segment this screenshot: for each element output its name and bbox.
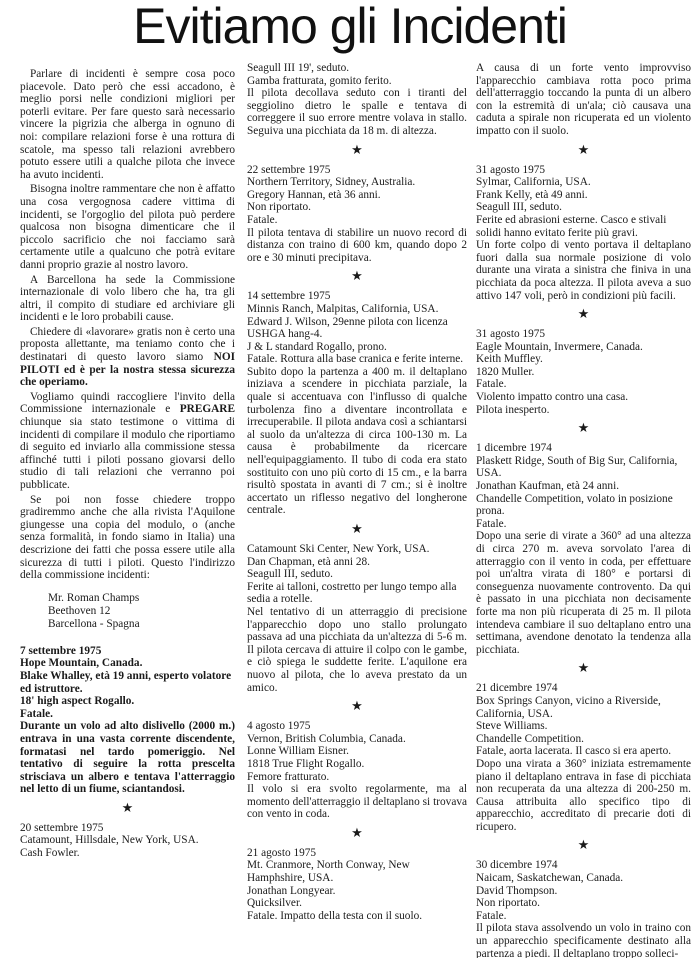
entry-line: Gamba fratturata, gomito ferito.	[247, 74, 392, 87]
address-block	[48, 592, 235, 631]
entry-line: Mt. Cranmore, North Conway, New Hamphshire, USA.	[247, 859, 410, 885]
intro-text: chiunque sia stato testimone o vittima di incidenti di compilare il modulo che riportiamo di seguito ed inviarlo alla commissione stessa affinché tutti i piloti possano giovarsi dello studio di tali relazioni che verranno poi pubblicate.	[20, 416, 235, 491]
entry-line: 4 agosto 1975	[247, 720, 311, 733]
entry-line: Plaskett Ridge, South of Big Sur, California, USA.	[476, 454, 678, 480]
entry-line: Non riportato.	[476, 897, 541, 910]
entry-line: Chandelle Competition.	[476, 732, 584, 745]
address-line: Mr. Roman Champs	[48, 591, 140, 604]
separator-star: ★	[577, 141, 590, 157]
intro-paragraph	[20, 391, 235, 492]
entry-line: Steve Williams.	[476, 720, 548, 733]
entry-line: Seagull III, seduto.	[247, 568, 333, 581]
column-3	[476, 62, 691, 958]
entry-line: Gregory Hannan, età 36 anni.	[247, 188, 381, 201]
entry-line: 21 agosto 1975	[247, 846, 317, 859]
entry-line: Lonne William Eisner.	[247, 745, 349, 758]
entry-description: Il pilota stava assolvendo un volo in traino con un apparecchio specificamente destinato alla partenza a piedi. Il deltaplano troppo solleci-	[476, 922, 691, 958]
accident-entry	[20, 645, 235, 796]
entry-line: Fatale.	[476, 378, 507, 391]
entry-line: Violento impatto contro una casa.	[476, 391, 629, 404]
entry-line: 7 settembre 1975	[20, 644, 102, 657]
entry-line: Fatale.	[247, 213, 278, 226]
intro-text: Vogliamo quindi raccogliere l'invito della Commissione internazionale e	[20, 390, 235, 416]
accident-entry	[247, 164, 467, 265]
entry-line: Blake Whalley, età 19 anni, esperto volatore ed istruttore.	[20, 669, 232, 695]
intro-paragraph: Bisogna inoltre rammentare che non è affatto una cosa vergognosa cadere vittima di incidenti, se l'orgoglio del pilota può perdere qualcosa non bisogna dimenticare che il piccolo sacrificio che noi facciamo sarà certamente utile a qualcuno che potrà evitare danni proprio grazie al nostro lavoro.	[20, 183, 235, 271]
entry-line: Catamount, Hillsdale, New York, USA.	[20, 834, 199, 847]
entry-line: Pilota inesperto.	[476, 403, 550, 416]
entry-line: Jonathan Kaufman, età 24 anni.	[476, 480, 620, 493]
separator-star: ★	[577, 660, 590, 676]
accident-entry	[247, 290, 467, 517]
intro-paragraph: Se poi non fosse chiedere troppo gradiremmo anche che alla rivista l'Aquilone giungesse una copia del modulo, o (anche senza formalità, in fondo siamo in Italia) una descrizione dei fatti che possa essere utile alla sicurezza di tutti i piloti. Questo l'indirizzo della commissione incidenti:	[20, 493, 235, 582]
entry-line: Fatale, aorta lacerata. Il casco si era aperto.	[476, 745, 672, 758]
separator-star: ★	[577, 306, 590, 322]
entry-description: Il pilota decollava seduto con i tiranti del seggiolino dietro le spalle e tentava di correggere il suo errore mentre volava in stallo. Seguiva una picchiata da 18 m. di altezza.	[247, 87, 467, 137]
entry-line: Fatale.	[476, 909, 507, 922]
entry-line: Ferite ai talloni, costretto per lungo tempo alla sedia a rotelle.	[247, 580, 457, 606]
entry-line: 18' high aspect Rogallo.	[20, 695, 135, 708]
entries	[247, 62, 467, 922]
entries	[20, 645, 235, 860]
entry-line: Chandelle Competition, volato in posizione prona.	[476, 492, 673, 518]
entry-line: Femore fratturato.	[247, 770, 330, 783]
accident-entry	[247, 847, 467, 923]
separator-star: ★	[351, 698, 363, 714]
accident-entry	[476, 328, 691, 416]
entry-description: Il volo si era svolto regolarmente, ma al momento dell'atterraggio il deltaplano si trovava con vento in coda.	[247, 783, 467, 821]
column-1	[20, 68, 235, 964]
separator-star: ★	[577, 837, 590, 853]
entry-line: Dan Chapman, età anni 28.	[247, 555, 370, 568]
entry-line: Fatale. Impatto della testa con il suolo.	[247, 909, 423, 922]
entry-line: 22 settembre 1975	[247, 163, 331, 176]
entry-line: 20 settembre 1975	[20, 821, 104, 834]
address-line: Barcellona - Spagna	[48, 617, 140, 630]
accident-entry	[476, 859, 691, 958]
accident-entry	[476, 164, 691, 303]
entry-line: Cash Fowler.	[20, 847, 80, 860]
entry-line: Quicksilver.	[247, 897, 302, 910]
entry-line: 31 agosto 1975	[476, 163, 546, 176]
intro-paragraph: A Barcellona ha sede la Commissione internazionale di volo libero che ha, tra gli altri, il compito di studiare ed archiviare gli incidenti e le loro probabili cause.	[20, 273, 235, 324]
accident-entry	[476, 682, 691, 833]
entry-line: Eagle Mountain, Invermere, Canada.	[476, 340, 643, 353]
entry-description: A causa di un forte vento improvviso l'apparecchio cambiava rotta poco prima dell'atterraggio toccando la punta di un albero con la estremità di un'ala; ciò causava una caduta a spirale non ricuperata ed un violento impatto con il suolo.	[476, 62, 691, 137]
entry-line: Ferite ed abrasioni esterne. Casco e stivali solidi hanno evitato ferite più gravi.	[476, 213, 667, 239]
entry-line: 14 settembre 1975	[247, 290, 331, 303]
entry-line: Hope Mountain, Canada.	[20, 657, 143, 670]
entry-line: 1820 Muller.	[476, 365, 535, 378]
entry-description: Dopo una serie di virate a 360° ad una altezza di circa 270 m. aveva sorvolato l'area di atterraggio con il vento in coda, per effettuare poi un'altra virata di 180° e portarsi di conseguenza nuovamente controvento. Da qui è passato in una picchiata non decisamente forte ma non più ricuperata di 25 m. Il pilota intendeva cambiare il suo deltaplano entro una settimana, avendone denotato la tendenza alla picchiata.	[476, 530, 691, 656]
entry-line: Keith Muffley.	[476, 353, 543, 366]
column-2	[247, 62, 467, 958]
entry-description: Durante un volo ad alto dislivello (2000 m.) entrava in una vasta corrente discendente, formatasi nel tardo pomeriggio. Nel tentativo di seguire la rotta prescelta strisciava un albero e tentava l'atterraggio nel letto di un fiume, sciantandosi.	[20, 720, 235, 796]
intro-emphasis: NOI PILOTI ed è per la nostra stessa sicurezza che operiamo.	[20, 351, 235, 389]
address-line: Beethoven 12	[48, 604, 111, 617]
intro-paragraph	[20, 326, 235, 389]
entries	[476, 62, 691, 958]
entry-line: Sylmar, California, USA.	[476, 176, 591, 189]
accident-entry	[247, 62, 467, 138]
entry-description: Nel tentativo di un atterraggio di precisione l'apparecchio dopo uno stallo prolungato passava ad una picchiata da un'altezza di 5-6 m. Il pilota cercava di attuire il colpo con le gambe, e ciò spiega le suddette ferite. L'aquilone era nuovo al pilota, che lo aveva prestato da un amico.	[247, 605, 467, 694]
entry-description: Subito dopo la partenza a 400 m. il deltaplano iniziava a scendere in picchiata parziale, la quale si accentuava con l'influsso di qualche turbolenza fino a diventare incontrollata e irrecuperabile. Il pilota andava così a schiantarsi al suolo da un'altezza di circa 100-130 m. La causa è probabilmente da ricercare nell'equipaggiamento. Il tubo di coda era stato sostituito con uno più corto di 15 cm., e la barra risultò spostata in avanti di 7 cm.; si è inoltre accertato un riflesso negativo del longherone centrale.	[247, 365, 467, 517]
entry-description: Un forte colpo di vento portava il deltaplano fuori dalla sua normale posizione di volo durante una virata a sinistra che finiva in una picchiata da poca altezza. Il pilota aveva a suo attivo 147 voli, però in condizioni più facili.	[476, 239, 691, 302]
separator-star: ★	[351, 141, 363, 157]
entry-line: Jonathan Longyear.	[247, 884, 336, 897]
separator-star: ★	[577, 420, 590, 436]
entry-line: Fatale.	[476, 517, 507, 530]
accident-entry	[476, 442, 691, 656]
page-title: Evitiamo gli Incidenti	[133, 0, 567, 54]
accident-entry	[247, 720, 467, 821]
entry-line: 1 dicembre 1974	[476, 442, 552, 455]
entry-line: Fatale.	[20, 707, 53, 720]
entry-line: Catamount Ski Center, New York, USA.	[247, 543, 430, 555]
entry-line: Fatale. Rottura alla base cranica e ferite interne.	[247, 353, 464, 366]
entry-line: Frank Kelly, età 49 anni.	[476, 188, 588, 201]
entry-line: Seagull III, seduto.	[476, 201, 562, 214]
entry-line: Seagull III 19', seduto.	[247, 62, 350, 74]
entry-line: 1818 True Flight Rogallo.	[247, 757, 365, 770]
entry-line: Edward J. Wilson, 29enne pilota con licenza USHGA hang-4.	[247, 315, 448, 341]
entry-description: Il pilota tentava di stabilire un nuovo record di distanza con traino di 600 km, quando dopo 2 ore e 30 minuti precipitava.	[247, 226, 467, 264]
entry-line: Vernon, British Columbia, Canada.	[247, 732, 406, 745]
entry-line: Non riportato.	[247, 201, 312, 214]
entry-line: 21 dicembre 1974	[476, 682, 558, 695]
intro-paragraph: Parlare di incidenti è sempre cosa poco piacevole. Dato però che essi accadono, è meglio porsi nelle condizioni migliori per poterli evitare. Per fare questo sarà necessario vincere la pigrizia che alberga in ognuno di noi: compilare relazioni forse è una rottura di scatole, ma spesso tali relazioni avrebbero potuto essere utili a qualche pilota che invece ha avuto incidenti.	[20, 68, 235, 181]
entry-line: Northern Territory, Sidney, Australia.	[247, 176, 416, 189]
accident-entry	[476, 62, 691, 138]
entry-line: Minnis Ranch, Malpitas, California, USA.	[247, 302, 439, 315]
accident-entry	[20, 822, 235, 860]
entry-line: David Thompson.	[476, 884, 558, 897]
separator-star: ★	[351, 824, 363, 840]
entry-line: Box Springs Canyon, vicino a Riverside, California, USA.	[476, 694, 661, 720]
entry-line: 30 dicembre 1974	[476, 859, 558, 872]
intro-emphasis: PREGARE	[179, 403, 235, 416]
intro-text: Chiedere di «lavorare» gratis non è certo una proposta allettante, ma teniamo conto che i destinatari di questo lavoro siamo	[20, 325, 235, 364]
entry-line: J & L standard Rogallo, prono.	[247, 340, 387, 353]
entry-line: Naicam, Saskatchewan, Canada.	[476, 872, 624, 885]
separator-star: ★	[121, 799, 134, 815]
entry-line: 31 agosto 1975	[476, 328, 546, 341]
entry-description: Dopo una virata a 360° iniziata estremamente piano il deltaplano entrava in fase di picchiata non recuperata da una altezza di 200-250 m. Causa attribuita allo specifico tipo di apparecchio, accreditato di precarie doti di ricupero.	[476, 757, 691, 833]
accident-entry	[247, 543, 467, 694]
separator-star: ★	[351, 521, 363, 536]
separator-star: ★	[351, 268, 363, 284]
